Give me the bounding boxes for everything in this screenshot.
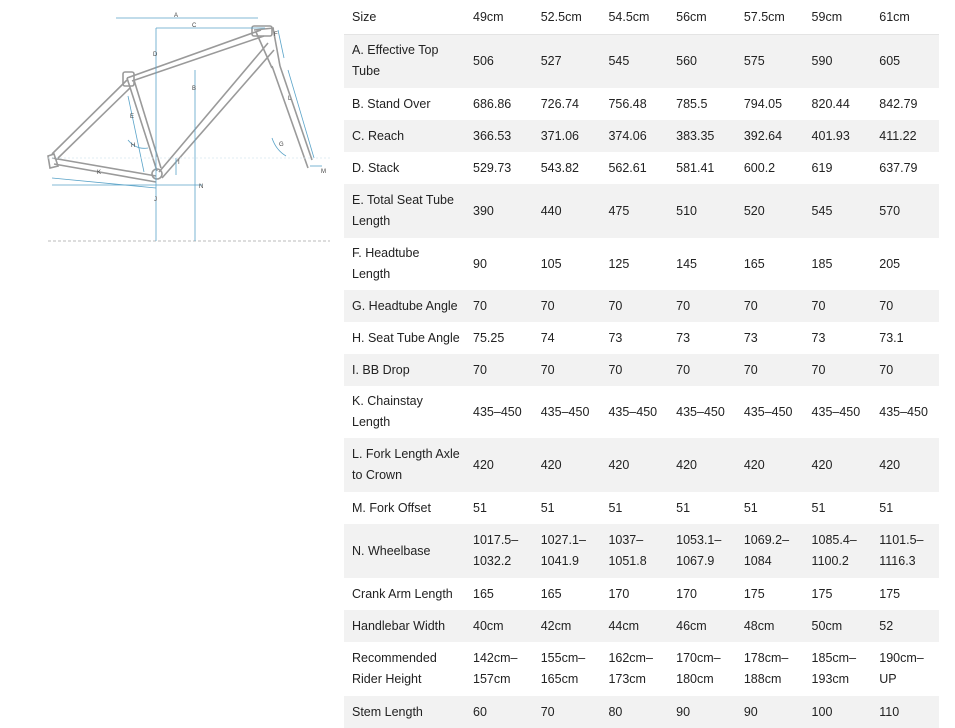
row-label: C. Reach — [352, 128, 405, 143]
down-tube-inner — [162, 50, 274, 178]
table-row — [344, 610, 939, 642]
label-n: N — [199, 184, 204, 190]
table-cell: 70 — [879, 362, 894, 377]
frame-geometry-diagram — [40, 8, 340, 248]
table-cell: 590 — [811, 53, 833, 68]
table-cell: 605 — [879, 53, 901, 68]
table-cell: 366.53 — [473, 128, 512, 143]
table-row — [344, 152, 939, 184]
table-cell: 529.73 — [473, 160, 512, 175]
table-cell: 178cm–188cm — [743, 651, 789, 686]
row-label: M. Fork Offset — [352, 500, 431, 515]
row-label: Handlebar Width — [352, 618, 446, 633]
dimension-labels — [97, 13, 326, 203]
table-cell: 100 — [811, 704, 833, 719]
headset-top — [252, 26, 272, 36]
table-row — [344, 578, 939, 610]
row-label: D. Stack — [352, 160, 400, 175]
table-cell: 162cm–173cm — [608, 651, 653, 686]
size-header-cell: 59cm — [811, 10, 843, 25]
dimension-lines — [48, 18, 330, 241]
table-cell: 1027.1–1041.9 — [540, 533, 586, 568]
table-cell: 73 — [743, 330, 758, 345]
table-cell: 374.06 — [608, 128, 647, 143]
table-row — [344, 438, 939, 492]
label-l: L — [288, 96, 292, 102]
table-cell: 40cm — [473, 618, 504, 633]
row-label: G. Headtube Angle — [352, 298, 458, 313]
table-cell: 420 — [743, 457, 765, 472]
table-cell: 520 — [743, 203, 765, 218]
table-row — [344, 238, 939, 290]
size-header-cell: 49cm — [473, 10, 504, 25]
table-cell: 165 — [473, 586, 494, 601]
table-cell: 575 — [743, 53, 765, 68]
table-cell: 435–450 — [811, 404, 861, 419]
table-cell: 545 — [608, 53, 630, 68]
dim-f — [278, 30, 284, 58]
table-cell: 51 — [879, 500, 894, 515]
table-cell: 420 — [473, 457, 494, 472]
table-row — [344, 290, 939, 322]
size-header-cell: 56cm — [676, 10, 707, 25]
table-cell: 90 — [743, 704, 758, 719]
table-row — [344, 354, 939, 386]
table-cell: 392.64 — [743, 128, 783, 143]
label-k: K — [97, 170, 102, 176]
table-cell: 190cm–UP — [879, 651, 924, 686]
table-cell: 70 — [473, 298, 487, 313]
table-cell: 170 — [676, 586, 697, 601]
seat-stay — [52, 80, 127, 154]
table-row — [344, 696, 939, 728]
table-cell: 51 — [608, 500, 623, 515]
table-cell: 527 — [540, 53, 562, 68]
table-row — [344, 492, 939, 524]
table-cell: 175 — [811, 586, 833, 601]
fork-blade-inner — [280, 66, 312, 160]
table-cell: 435–450 — [743, 404, 793, 419]
table-cell: 619 — [811, 160, 833, 175]
label-h: H — [131, 143, 136, 149]
table-cell: 435–450 — [540, 404, 590, 419]
table-cell: 205 — [879, 256, 901, 271]
table-cell: 51 — [743, 500, 758, 515]
top-tube — [127, 30, 261, 78]
size-header-cell: 57.5cm — [743, 10, 785, 25]
table-cell: 1053.1–1067.9 — [676, 533, 722, 568]
seat-tube-inner — [134, 80, 161, 168]
table-row — [344, 184, 939, 238]
table-cell: 420 — [676, 457, 697, 472]
table-cell: 420 — [540, 457, 562, 472]
table-cell: 90 — [676, 704, 691, 719]
table-cell: 560 — [676, 53, 697, 68]
label-a: A — [174, 13, 179, 19]
table-cell: 142cm–157cm — [473, 651, 518, 686]
table-cell: 70 — [540, 362, 555, 377]
label-d: D — [153, 52, 158, 58]
frame-geometry-svg — [40, 8, 340, 248]
size-header-cell: 61cm — [879, 10, 910, 25]
table-cell: 70 — [473, 362, 487, 377]
table-row — [344, 34, 939, 88]
table-cell: 44cm — [608, 618, 640, 633]
table-cell: 165 — [540, 586, 562, 601]
row-label: N. Wheelbase — [352, 543, 431, 558]
table-cell: 175 — [743, 586, 765, 601]
row-label: A. Effective Top Tube — [352, 43, 439, 79]
table-cell: 170 — [608, 586, 630, 601]
table-cell: 42cm — [540, 618, 572, 633]
table-cell: 70 — [811, 362, 826, 377]
table-cell: 51 — [540, 500, 555, 515]
table-cell: 155cm–165cm — [540, 651, 586, 686]
table-cell: 475 — [608, 203, 630, 218]
table-cell: 51 — [811, 500, 826, 515]
table-cell: 51 — [676, 500, 691, 515]
table-cell: 70 — [811, 298, 826, 313]
table-cell: 543.82 — [540, 160, 579, 175]
table-row — [344, 386, 939, 438]
row-label: I. BB Drop — [352, 362, 410, 377]
table-cell: 70 — [743, 298, 758, 313]
table-cell: 165 — [743, 256, 765, 271]
row-label: Crank Arm Length — [352, 586, 453, 601]
table-cell: 90 — [473, 256, 487, 271]
row-label: Stem Length — [352, 704, 423, 719]
table-cell: 48cm — [743, 618, 775, 633]
size-header-cell: 52.5cm — [540, 10, 582, 25]
table-cell: 435–450 — [473, 404, 522, 419]
table-cell: 70 — [676, 362, 691, 377]
table-cell: 70 — [743, 362, 758, 377]
table-cell: 794.05 — [743, 96, 783, 111]
table-cell: 510 — [676, 203, 697, 218]
table-cell: 420 — [608, 457, 630, 472]
label-m: M — [321, 169, 326, 175]
table-cell: 842.79 — [879, 96, 918, 111]
table-cell: 70 — [540, 298, 555, 313]
table-cell: 50cm — [811, 618, 843, 633]
table-cell: 435–450 — [608, 404, 658, 419]
label-i: I — [178, 160, 180, 166]
table-cell: 440 — [540, 203, 562, 218]
table-cell: 726.74 — [540, 96, 579, 111]
down-tube — [159, 43, 268, 172]
label-g: G — [279, 142, 284, 148]
label-j: J — [154, 197, 157, 203]
table-cell: 562.61 — [608, 160, 647, 175]
table-cell: 411.22 — [879, 128, 917, 143]
table-cell: 170cm–180cm — [676, 651, 721, 686]
table-cell: 105 — [540, 256, 562, 271]
table-cell: 73 — [811, 330, 826, 345]
table-cell: 506 — [473, 53, 494, 68]
table-cell: 73 — [608, 330, 623, 345]
row-label: H. Seat Tube Angle — [352, 330, 460, 345]
table-cell: 185cm–193cm — [811, 651, 857, 686]
table-row — [344, 322, 939, 354]
table-cell: 785.5 — [676, 96, 708, 111]
table-cell: 390 — [473, 203, 494, 218]
rear-dropout — [48, 154, 58, 168]
label-e: E — [130, 114, 135, 120]
seat-stay-inner — [56, 88, 130, 160]
row-label: Recommended Rider Height — [352, 651, 437, 686]
table-cell: 74 — [540, 330, 555, 345]
row-label: B. Stand Over — [352, 96, 431, 111]
table-cell: 545 — [811, 203, 833, 218]
geometry-table-body — [344, 34, 939, 728]
table-cell: 756.48 — [608, 96, 647, 111]
row-label: F. Headtube Length — [352, 246, 420, 281]
label-c: C — [192, 23, 197, 29]
table-cell: 637.79 — [879, 160, 918, 175]
table-cell: 686.86 — [473, 96, 512, 111]
table-cell: 70 — [608, 362, 623, 377]
table-row — [344, 524, 939, 578]
table-cell: 60 — [473, 704, 487, 719]
table-cell: 1085.4–1100.2 — [811, 533, 857, 568]
table-cell: 70 — [879, 298, 894, 313]
table-cell: 70 — [540, 704, 555, 719]
row-label: L. Fork Length Axle to Crown — [352, 447, 460, 482]
table-cell: 70 — [608, 298, 623, 313]
table-cell: 581.41 — [676, 160, 715, 175]
table-row — [344, 642, 939, 696]
table-cell: 125 — [608, 256, 630, 271]
table-cell: 145 — [676, 256, 697, 271]
table-cell: 1069.2–1084 — [743, 533, 790, 568]
table-row — [344, 88, 939, 120]
table-cell: 420 — [811, 457, 833, 472]
table-cell: 73 — [676, 330, 691, 345]
table-row — [344, 120, 939, 152]
table-cell: 75.25 — [473, 330, 505, 345]
table-cell: 52 — [879, 618, 894, 633]
table-cell: 435–450 — [676, 404, 725, 419]
size-header-row — [344, 2, 939, 34]
table-cell: 1101.5–1116.3 — [879, 533, 924, 568]
table-cell: 51 — [473, 500, 487, 515]
table-cell: 420 — [879, 457, 901, 472]
row-label: E. Total Seat Tube Length — [352, 193, 454, 228]
table-cell: 1037–1051.8 — [608, 533, 647, 568]
table-cell: 185 — [811, 256, 833, 271]
size-header-label: Size — [352, 10, 377, 25]
label-b: B — [192, 86, 197, 92]
label-f: F — [274, 32, 278, 38]
bike-frame — [48, 26, 312, 182]
table-cell: 70 — [676, 298, 691, 313]
table-cell: 570 — [879, 203, 901, 218]
dim-l — [288, 70, 314, 158]
table-cell: 46cm — [676, 618, 707, 633]
table-cell: 73.1 — [879, 330, 904, 345]
table-cell: 175 — [879, 586, 901, 601]
size-header-cell: 54.5cm — [608, 10, 650, 25]
table-cell: 110 — [879, 704, 900, 719]
geometry-table — [344, 2, 939, 728]
table-cell: 435–450 — [879, 404, 928, 419]
table-cell: 80 — [608, 704, 623, 719]
table-cell: 401.93 — [811, 128, 850, 143]
table-cell: 383.35 — [676, 128, 715, 143]
table-cell: 600.2 — [743, 160, 776, 175]
table-cell: 1017.5–1032.2 — [473, 533, 519, 568]
seat-tube — [127, 78, 157, 171]
top-tube-inner — [132, 36, 264, 81]
table-cell: 820.44 — [811, 96, 850, 111]
table-cell: 371.06 — [540, 128, 579, 143]
fork-blade — [272, 66, 308, 168]
row-label: K. Chainstay Length — [352, 394, 423, 429]
